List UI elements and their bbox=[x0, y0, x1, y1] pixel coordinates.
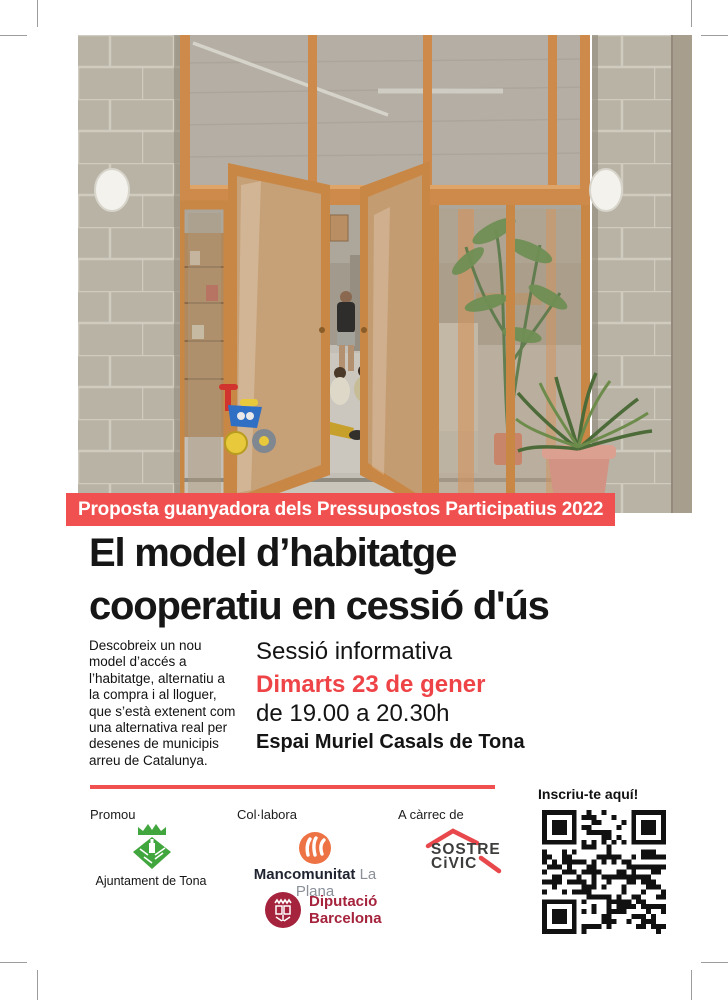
crop-mark bbox=[37, 970, 38, 1000]
open-door-right bbox=[360, 161, 430, 511]
sostre-civic-label: SOSTRE CiVIC bbox=[431, 841, 501, 872]
crop-mark bbox=[37, 0, 38, 27]
diputacio-barcelona-label: Diputació Barcelona bbox=[309, 893, 382, 927]
red-divider bbox=[90, 785, 495, 789]
mancomunitat-logo-icon bbox=[298, 831, 332, 865]
winner-badge: Proposta guanyadora dels Pressupostos Participatius 2022 bbox=[66, 493, 615, 526]
ajuntament-tona-logo-icon bbox=[128, 821, 176, 873]
collabora-label: Col·labora bbox=[237, 807, 297, 822]
signup-label: Inscriu-te aquí! bbox=[538, 786, 639, 802]
session-venue: Espai Muriel Casals de Tona bbox=[256, 731, 525, 753]
ajuntament-tona-label: Ajuntament de Tona bbox=[95, 874, 207, 888]
open-door-left bbox=[228, 163, 330, 511]
crop-mark bbox=[0, 962, 27, 963]
crop-mark bbox=[701, 35, 728, 36]
session-info bbox=[256, 638, 525, 754]
diputacio-barcelona-logo-icon bbox=[264, 891, 302, 929]
promou-label: Promou bbox=[90, 807, 136, 822]
crop-mark bbox=[691, 970, 692, 1000]
session-time: de 19.00 a 20.30h bbox=[256, 700, 450, 727]
qr-code bbox=[542, 810, 666, 934]
crop-mark bbox=[691, 0, 692, 27]
title-line-2: cooperatiu en cessió d'ús bbox=[89, 584, 549, 628]
mancomunitat-label: Mancomunitat La Plana bbox=[253, 866, 377, 900]
wall-lamp-icon bbox=[95, 169, 129, 211]
page-title bbox=[89, 527, 549, 633]
acarrec-label: A càrrec de bbox=[398, 807, 464, 822]
crop-mark bbox=[701, 962, 728, 963]
crop-mark bbox=[0, 35, 27, 36]
hero-photo bbox=[78, 35, 692, 513]
title-line-1: El model d’habitatge bbox=[89, 531, 457, 575]
description-text: Descobreix un nou model d’accés a l’habitatge, alternatiu a la compra i al lloguer, que s’està extenent com una alternativa real per desenes de municipis arreu de Catalunya. bbox=[89, 638, 236, 768]
session-type: Sessió informativa bbox=[256, 638, 453, 665]
wall-lamp-icon bbox=[590, 169, 622, 211]
session-date: Dimarts 23 de gener bbox=[256, 671, 486, 698]
